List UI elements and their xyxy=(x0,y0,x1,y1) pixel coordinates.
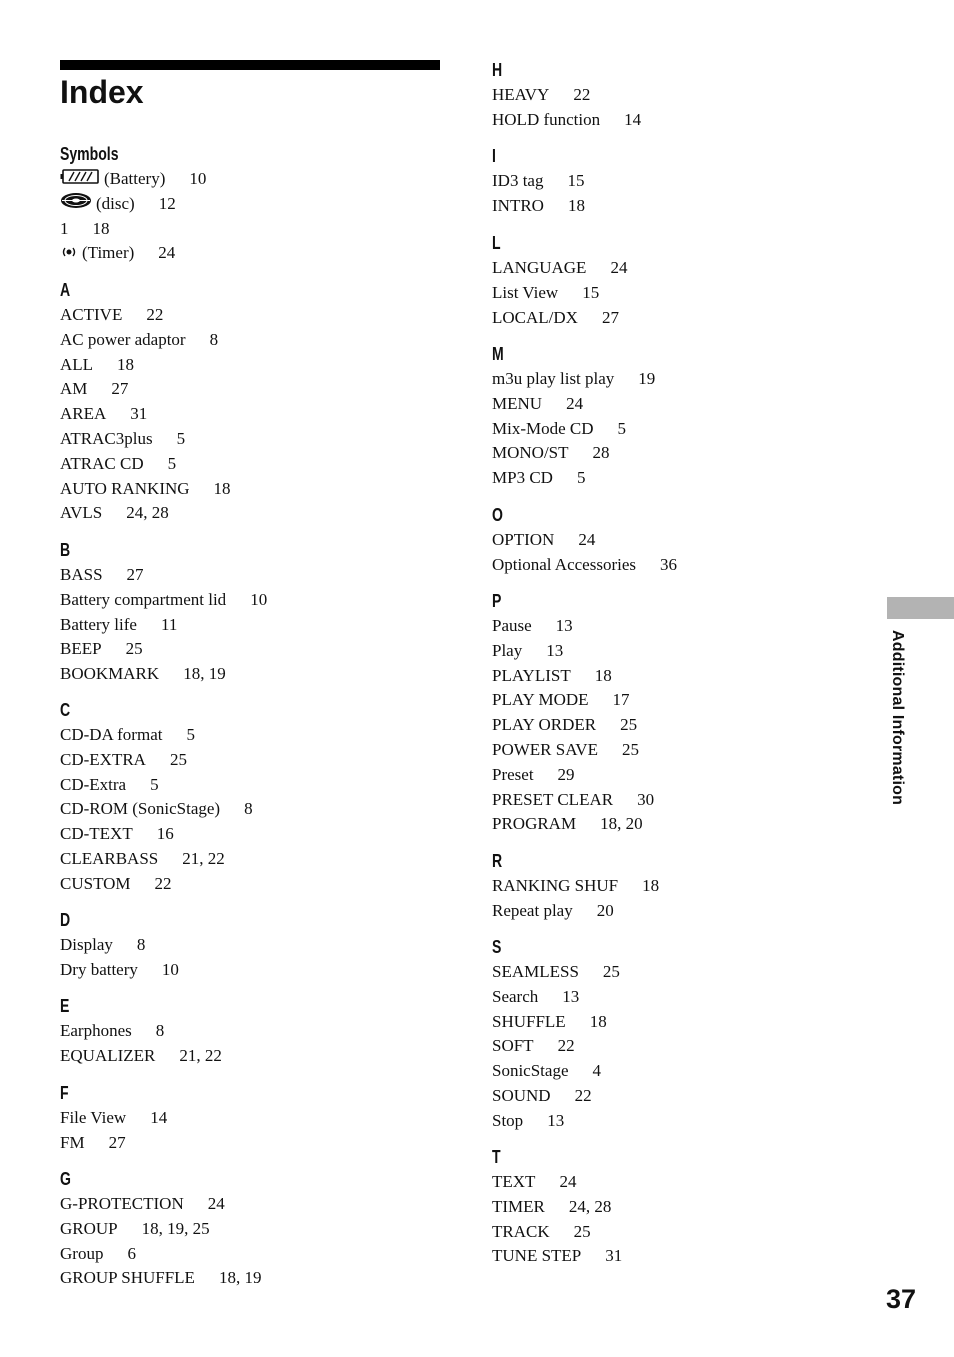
entry-pages: 24 xyxy=(578,530,596,549)
index-section-e xyxy=(60,995,222,1069)
index-entry xyxy=(492,1244,622,1269)
entry-term: PRESET CLEAR xyxy=(492,789,614,809)
index-entry xyxy=(60,192,206,217)
entry-term: POWER SAVE xyxy=(492,739,598,759)
index-section-d xyxy=(60,909,179,983)
index-entry xyxy=(60,241,206,266)
entry-term: Earphones xyxy=(60,1021,132,1040)
section-heading: F xyxy=(60,1083,69,1103)
entry-term: FM xyxy=(60,1132,85,1152)
entry-term: TEXT xyxy=(492,1172,536,1191)
index-entry xyxy=(492,763,654,788)
entry-pages: 22 xyxy=(573,85,591,104)
index-section-symbols xyxy=(60,143,206,266)
entry-pages: 18 xyxy=(117,354,135,374)
entry-term: INTRO xyxy=(492,195,544,215)
entry-term: CD-EXTRA xyxy=(60,749,146,769)
entry-pages: 24 xyxy=(559,1172,577,1191)
entry-pages: 21, 22 xyxy=(182,848,225,868)
timer-icon xyxy=(60,242,78,267)
entry-pages: 27 xyxy=(601,307,619,327)
index-entry xyxy=(60,1192,261,1217)
entry-pages: 25 xyxy=(621,739,639,759)
entry-term: GROUP SHUFFLE xyxy=(60,1268,195,1288)
entry-term: BOOKMARK xyxy=(60,664,160,684)
entry-pages: 14 xyxy=(624,109,642,129)
entry-term: MENU xyxy=(492,393,543,413)
index-section-r xyxy=(492,850,659,924)
index-entry xyxy=(60,402,231,427)
entry-pages: 13 xyxy=(555,616,573,635)
entry-term: SEAMLESS xyxy=(492,962,579,981)
index-section-l xyxy=(492,232,627,330)
entry-term: Dry battery xyxy=(60,959,138,979)
entry-term: CD-ROM (SonicStage) xyxy=(60,799,221,819)
index-entry xyxy=(60,452,231,477)
entry-pages: 18 xyxy=(642,876,660,895)
index-entry xyxy=(492,1010,620,1035)
entry-term: LOCAL/DX xyxy=(492,307,578,327)
entry-pages: 18 xyxy=(213,478,231,498)
entry-term: AREA xyxy=(60,404,107,424)
index-entry xyxy=(492,985,620,1010)
entry-term: CD-DA format xyxy=(60,725,163,744)
index-entry xyxy=(60,1217,261,1242)
index-section-t xyxy=(492,1146,622,1269)
index-entry xyxy=(60,563,267,588)
entry-pages: 18, 19 xyxy=(218,1268,262,1288)
index-section-f xyxy=(60,1082,167,1156)
entry-term: ACTIVE xyxy=(60,305,123,324)
index-section-p xyxy=(492,590,654,837)
entry-term: OPTION xyxy=(492,530,555,549)
index-entry xyxy=(492,738,654,763)
entry-term: CLEARBASS xyxy=(60,848,159,868)
index-entry xyxy=(60,637,267,662)
entry-pages: 31 xyxy=(605,1246,623,1266)
index-entry xyxy=(60,328,231,353)
index-entry xyxy=(60,723,253,748)
entry-pages: 8 xyxy=(244,799,253,819)
index-entry xyxy=(60,1044,222,1069)
index-entry xyxy=(492,528,677,553)
index-section-g xyxy=(60,1168,261,1291)
entry-pages: 5 xyxy=(167,453,177,473)
section-heading: O xyxy=(492,505,503,525)
entry-pages: 5 xyxy=(150,774,159,794)
index-entry xyxy=(492,1195,622,1220)
entry-pages: 15 xyxy=(582,282,600,302)
section-heading: A xyxy=(60,280,71,300)
entry-term: TRACK xyxy=(492,1221,550,1241)
entry-term: Preset xyxy=(492,764,534,784)
entry-term: Pause xyxy=(492,616,532,635)
index-section-m xyxy=(492,343,655,491)
index-entry xyxy=(492,367,655,392)
section-heading: E xyxy=(60,996,70,1016)
entry-pages: 36 xyxy=(660,554,677,574)
battery-icon xyxy=(60,168,100,193)
entry-pages: 8 xyxy=(136,935,146,954)
entry-pages: 16 xyxy=(156,824,174,844)
index-entry xyxy=(492,688,654,713)
index-entry xyxy=(492,1109,620,1134)
index-entry xyxy=(492,108,641,133)
index-entry xyxy=(60,477,231,502)
entry-pages: 19 xyxy=(638,369,656,388)
entry-pages: 27 xyxy=(126,565,144,584)
entry-pages: 10 xyxy=(189,169,207,188)
entry-term: G-PROTECTION xyxy=(60,1194,184,1213)
index-entry xyxy=(492,960,620,985)
index-section-c xyxy=(60,699,253,897)
entry-pages: 24 xyxy=(207,1194,225,1213)
index-entry xyxy=(60,377,231,402)
entry-term: ATRAC3plus xyxy=(60,428,153,448)
entry-term: SHUFFLE xyxy=(492,1011,566,1031)
entry-term: BEEP xyxy=(60,639,102,659)
entry-pages: 10 xyxy=(250,589,268,609)
entry-term: BASS xyxy=(60,565,103,584)
entry-pages: 5 xyxy=(186,725,195,744)
entry-term: CUSTOM xyxy=(60,873,131,893)
entry-term: GROUP xyxy=(60,1218,118,1238)
entry-pages: 22 xyxy=(146,305,164,324)
entry-pages: 13 xyxy=(546,640,564,660)
entry-pages: 18, 19 xyxy=(183,664,226,684)
entry-term: ATRAC CD xyxy=(60,453,144,473)
entry-pages: 15 xyxy=(567,171,585,190)
entry-term: HOLD function xyxy=(492,109,601,129)
entry-term: m3u play list play xyxy=(492,369,615,388)
entry-term: Stop xyxy=(492,1110,524,1130)
index-entry xyxy=(492,1220,622,1245)
index-entry xyxy=(60,662,267,687)
entry-term: PROGRAM xyxy=(492,814,577,834)
entry-term: PLAY MODE xyxy=(492,690,589,710)
entry-term: HEAVY xyxy=(492,85,550,104)
entry-pages: 22 xyxy=(557,1036,575,1056)
index-section-a xyxy=(60,279,231,526)
index-entry xyxy=(492,83,641,108)
index-entry xyxy=(60,501,231,526)
index-entry xyxy=(60,1266,261,1291)
entry-pages: 6 xyxy=(127,1243,136,1263)
entry-pages: 24 xyxy=(566,393,584,413)
entry-pages: 12 xyxy=(158,193,176,213)
entry-term: ID3 tag xyxy=(492,171,544,190)
page-title: Index xyxy=(60,74,144,110)
entry-pages: 18, 19, 25 xyxy=(141,1218,210,1238)
entry-pages: 18 xyxy=(92,218,110,238)
entry-pages: 5 xyxy=(176,428,186,448)
section-heading: P xyxy=(492,591,502,611)
index-entry xyxy=(492,1170,622,1195)
index-entry xyxy=(492,194,585,219)
section-heading: H xyxy=(492,60,503,80)
index-entry xyxy=(492,169,585,194)
index-entry xyxy=(60,872,253,897)
section-heading: M xyxy=(492,344,504,364)
entry-term: AVLS xyxy=(60,503,103,523)
entry-pages: 25 xyxy=(169,749,187,769)
index-entry xyxy=(492,812,654,837)
index-entry xyxy=(60,427,231,452)
index-entry xyxy=(60,933,179,958)
entry-pages: 5 xyxy=(617,418,627,438)
entry-pages: 4 xyxy=(592,1061,601,1081)
index-entry xyxy=(492,614,654,639)
index-entry xyxy=(60,1131,167,1156)
section-heading: R xyxy=(492,851,503,871)
entry-pages: 28 xyxy=(592,443,610,463)
entry-pages: 25 xyxy=(573,1221,591,1241)
entry-term: MONO/ST xyxy=(492,443,569,463)
entry-term: (disc) xyxy=(96,193,135,213)
entry-pages: 25 xyxy=(620,715,638,735)
index-entry xyxy=(492,441,655,466)
entry-term: SOUND xyxy=(492,1085,551,1105)
section-heading: G xyxy=(60,1169,71,1189)
entry-term: File View xyxy=(60,1108,127,1127)
index-entry xyxy=(492,788,654,813)
index-entry xyxy=(492,899,659,924)
index-entry xyxy=(60,613,267,638)
index-entry xyxy=(492,874,659,899)
sidebar-tab xyxy=(887,597,954,619)
index-entry xyxy=(60,822,253,847)
index-entry xyxy=(492,1059,620,1084)
entry-pages: 21, 22 xyxy=(179,1045,222,1065)
index-entry xyxy=(60,847,253,872)
section-heading: D xyxy=(60,910,71,930)
entry-pages: 14 xyxy=(150,1108,168,1127)
index-entry xyxy=(60,303,231,328)
index-entry xyxy=(492,664,654,689)
index-entry xyxy=(60,1019,222,1044)
sidebar-label: Additional Information xyxy=(889,630,906,806)
entry-pages: 20 xyxy=(596,900,614,920)
index-entry xyxy=(492,1084,620,1109)
index-section-b xyxy=(60,539,267,687)
index-section-h xyxy=(492,59,641,133)
entry-pages: 18 xyxy=(594,665,612,685)
index-entry xyxy=(492,553,677,578)
entry-pages: 13 xyxy=(562,986,580,1006)
entry-pages: 8 xyxy=(209,329,219,349)
entry-pages: 25 xyxy=(602,962,620,981)
section-heading: S xyxy=(492,937,502,957)
index-entry xyxy=(60,353,231,378)
entry-term: EQUALIZER xyxy=(60,1045,156,1065)
entry-pages: 8 xyxy=(155,1021,165,1040)
title-rule xyxy=(60,60,440,70)
entry-pages: 31 xyxy=(130,404,148,424)
section-heading: Symbols xyxy=(60,144,119,164)
index-entry xyxy=(492,417,655,442)
index-entry xyxy=(492,392,655,417)
index-entry xyxy=(60,748,253,773)
section-heading: T xyxy=(492,1147,501,1167)
section-heading: C xyxy=(60,700,71,720)
entry-pages: 11 xyxy=(160,614,178,634)
entry-pages: 24, 28 xyxy=(568,1196,612,1216)
entry-term: TIMER xyxy=(492,1196,545,1216)
index-section-s xyxy=(492,936,620,1134)
entry-pages: 29 xyxy=(557,764,575,784)
entry-pages: 18, 20 xyxy=(600,814,643,834)
entry-term: PLAYLIST xyxy=(492,665,571,685)
index-entry xyxy=(492,281,627,306)
entry-term: SOFT xyxy=(492,1036,534,1056)
entry-term: LANGUAGE xyxy=(492,258,587,277)
entry-pages: 18 xyxy=(567,195,585,215)
entry-pages: 10 xyxy=(161,959,179,979)
index-entry xyxy=(492,713,654,738)
entry-pages: 24 xyxy=(610,258,628,277)
entry-term: Mix-Mode CD xyxy=(492,418,594,438)
entry-pages: 25 xyxy=(125,639,143,659)
entry-term: SonicStage xyxy=(492,1061,569,1081)
entry-pages: 27 xyxy=(111,379,129,399)
entry-pages: 27 xyxy=(108,1132,126,1152)
index-entry xyxy=(60,773,253,798)
entry-term: PLAY ORDER xyxy=(492,715,597,735)
index-section-o xyxy=(492,504,677,578)
entry-pages: 17 xyxy=(612,690,630,710)
entry-term: Battery life xyxy=(60,614,137,634)
section-heading: I xyxy=(492,146,496,166)
entry-term: ALL xyxy=(60,354,94,374)
entry-term: Battery compartment lid xyxy=(60,589,227,609)
index-entry xyxy=(60,1242,261,1267)
entry-term: MP3 CD xyxy=(492,468,553,488)
entry-term: List View xyxy=(492,282,559,302)
page-number: 37 xyxy=(886,1284,917,1314)
entry-term: Group xyxy=(60,1243,104,1263)
entry-term: Play xyxy=(492,640,523,660)
entry-term: AUTO RANKING xyxy=(60,478,190,498)
entry-term: Search xyxy=(492,986,539,1006)
entry-term: 1 xyxy=(60,218,69,238)
entry-pages: 18 xyxy=(589,1011,607,1031)
entry-term: (Battery) xyxy=(104,169,166,188)
entry-pages: 22 xyxy=(154,873,172,893)
entry-term: Display xyxy=(60,935,113,954)
entry-pages: 30 xyxy=(637,789,655,809)
index-entry xyxy=(60,1106,167,1131)
index-entry xyxy=(492,466,655,491)
index-entry xyxy=(60,797,253,822)
entry-term: CD-TEXT xyxy=(60,824,133,844)
disc-icon xyxy=(60,192,92,217)
entry-pages: 5 xyxy=(576,468,586,488)
entry-term: CD-Extra xyxy=(60,774,127,794)
entry-pages: 24, 28 xyxy=(126,503,169,523)
entry-pages: 22 xyxy=(574,1085,592,1105)
entry-term: (Timer) xyxy=(82,243,135,263)
index-entry xyxy=(492,639,654,664)
entry-pages: 13 xyxy=(547,1110,565,1130)
entry-term: Repeat play xyxy=(492,900,573,920)
index-entry xyxy=(60,217,206,242)
section-heading: B xyxy=(60,540,71,560)
index-section-i xyxy=(492,145,585,219)
entry-term: Optional Accessories xyxy=(492,554,636,574)
index-entry xyxy=(60,167,206,192)
entry-term: AC power adaptor xyxy=(60,329,186,349)
entry-term: AM xyxy=(60,379,88,399)
entry-term: TUNE STEP xyxy=(492,1246,582,1266)
index-entry xyxy=(60,958,179,983)
index-entry xyxy=(492,306,627,331)
entry-pages: 24 xyxy=(158,243,176,263)
index-entry xyxy=(492,1034,620,1059)
section-heading: L xyxy=(492,233,501,253)
index-entry xyxy=(492,256,627,281)
index-entry xyxy=(60,588,267,613)
entry-term: RANKING SHUF xyxy=(492,876,619,895)
